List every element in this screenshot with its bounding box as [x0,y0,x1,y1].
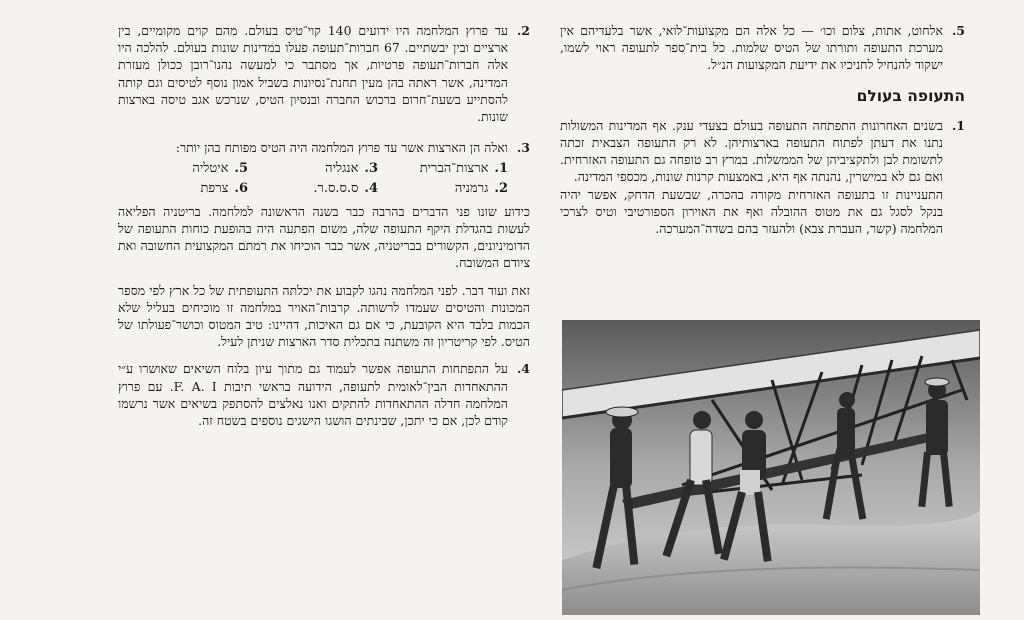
item-text: עד פרוץ המלחמה היו ידועים 140 קוי־טיס בעולם. מהם קוים מקומיים, בין ארציים ובין יבשתיים. 67 חברות־תעופה פעלו במדינות שונות בעולם. להלכה היו אלה חברות־תעופה פרטיות, אך מסתבר כי למעשה נהנו־רובן ככולן מעזרת המדינה, אשר ראתה בהן מעין תחנת־נסיונות בשביל אמון נוסף לטיסים וגם קותה להסתייע בשעת־חרום ברכוש החברה ובנסיון הטיס, שנרכש אגב טיסה בארצות שונות. [118,23,508,125]
country-entry: 5. איטליה [192,161,248,177]
left-column [118,22,530,443]
item-text-continued: התעניינות זו בתעופה האזרחית מקורה בהכרה, שבשעת הדחק, אפשר יהיה בנקל לסגל גם את מטוס ההובלה ואף את האוירון הספורטיבי וטיס לצרכי המלחמה (קשר, העברת צבא) ולהעזר בהם בשדה־המערכה. [560,186,943,237]
section-heading: התעופה בעולם [856,86,965,105]
list-item-5 [560,22,965,74]
country-entry: 2. גרמניה [454,180,508,196]
right-column [560,22,965,251]
list-item-2 [118,22,530,125]
paragraph: זאת ועוד דבר. לפני המלחמה נהגו לקבוע את יכלתה התעופתית של כל ארץ לפי מספר המכונות והטיסים שעמדו לרשותה. קרבות־האויר במלחמה זו מוכיחים בעליל שלא הכמות בלבד היא הקובעת, כי אם גם האיכות, דהיינו: טיב המטוס וכושר־פעולתו של הטיס. לפי קריטריון זה משתנה בתכלית סדר הארצות שניתן לעיל. [118,282,530,350]
glider-photo-image [562,320,980,615]
item-text: על התפתחות התעופה אפשר לעמוד גם מתוך עיון בלוח השיאים שאושרו ע״י ההתאחדות הבין־לאומית לתעופה, הידועה בראשי תיבות F. A. I. עם פרוץ המלחמה חדלה ההתאחדות להתקים ואנו נאלצים להסתפק בשיאים אשר נרשמו קודם לכן, אם כי יתכן, שבינתים הושגו הישגים נוספים בשטח זה. [118,361,508,429]
country-entry: 4. ס.ס.ס.ר. [313,180,378,196]
paragraph: כידוע שונו פני הדברים בהרבה כבר בשנה הראשונה למלחמה. בריטניה הפליאה לעשות בהגדלת היקף התעופה שלה, משום הפתעה היה בהופעת כוחות התעופה של הדומיניונים, הקשורים בבריטניה, אשר כבר הוכיחו את רמתם המקצועית החשובה ואת ציודם המשובח. [118,203,530,271]
list-item-3 [118,139,530,156]
item-number: 4. [516,361,530,377]
item-number: 5. [951,23,965,38]
glider-photo [562,320,980,615]
item-text: אלחוט, אתות, צלום וכו׳ — כל אלה הם מקצועות־לואי, אשר בלעדיהם אין מערכת התעופה ותורתו של הטיס שלמות. כל בית־ספר לתעופה ראוי לשמו, ישקוד להנחיל לחניכיו את ידיעת המקצועות הנ״ל. [560,23,943,73]
list-item-1 [560,117,965,237]
item-text: ואלה הן הארצות אשר עד פרוץ המלחמה היה הטיס מפותח בהן יותר: [175,140,508,156]
item-number: 1. [951,117,965,133]
item-number: 2. [516,23,530,38]
item-number: 3. [516,140,530,156]
country-entry: 3. אנגליה [325,161,378,177]
country-entry: 1. ארצות־הברית [419,161,508,177]
country-entry: 6. צרפת [200,180,248,196]
list-item-4 [118,360,530,429]
item-text: בשנים האחרונות התפתחה התעופה בעולם בצעדי ענק. אף המדינות המשולות נתנו את דעתן לפתוח התעופה בארצותיהן. לא רק התעופה הצבאית זכתה לתשומת לבן ולתקציביהן של הממשלות. במרץ רב טופחה גם התעופה האזרחית. ואם גם לא במישרין, נהנתה אף היא, באמצעות קרנות שונות, מכספי המדינה. [560,117,943,185]
country-list [118,160,530,196]
